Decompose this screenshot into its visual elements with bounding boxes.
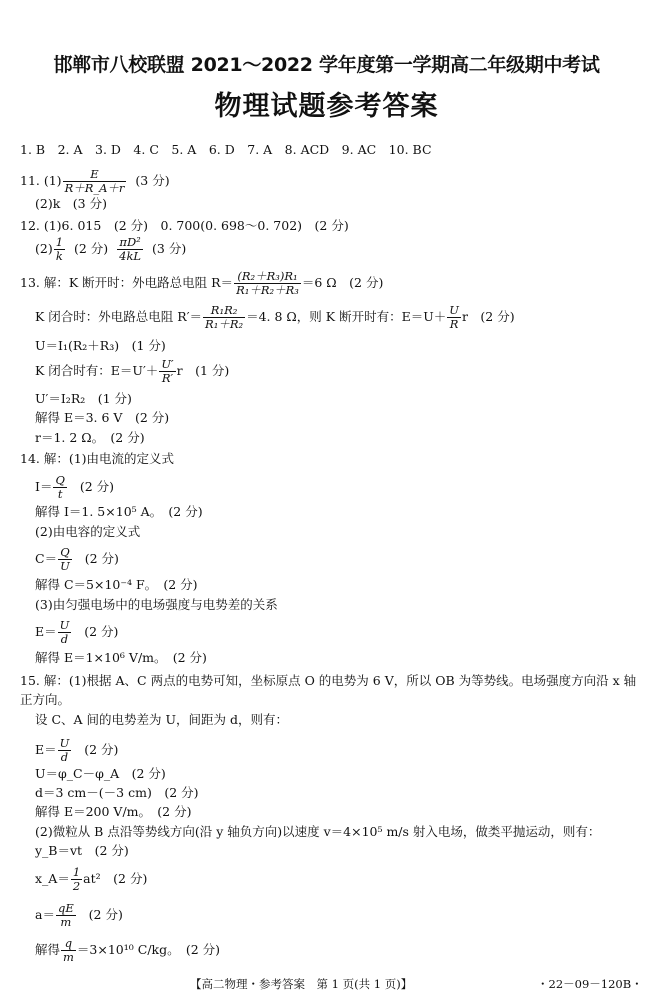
q14-line6: 解得 C＝5×10⁻⁴ F。 (2 分) <box>35 577 198 592</box>
q13-l4-fraction <box>159 358 175 385</box>
q13-l2-num: R₁R₂ <box>203 304 245 318</box>
q13-l2-num2: U <box>449 303 459 317</box>
q11-label: 11. (1) <box>20 173 62 188</box>
q13-l2-fraction2 <box>447 304 461 331</box>
q13-l1-text: 13. 解：K 断开时：外电路总电阻 R＝ <box>20 275 234 290</box>
q12-f1-den: k <box>55 249 63 263</box>
q15-l9-text: x_A＝ <box>35 871 70 886</box>
q13-l2-suffix: r (2 分) <box>461 309 515 324</box>
q12-part1: 12. (1)6. 015 (2 分) 0. 700(0. 698～0. 702) (2 分) <box>20 218 349 233</box>
footer-code: ・22－09－120B・ <box>537 977 643 991</box>
q15-line8: y_B＝vt (2 分) <box>35 843 129 858</box>
q14-line3: 解得 I＝1. 5×10⁵ A。 (2 分) <box>35 504 203 519</box>
q12-f2-num: πD² <box>117 236 143 250</box>
q15-l3-score: (2 分) <box>84 742 119 757</box>
q13-l2-den: R₁＋R₂ <box>205 317 244 331</box>
q14-l2-num: Q <box>55 473 65 487</box>
q11-part2: (2)k (3 分) <box>35 196 107 211</box>
q15-l11-num: q <box>61 937 76 951</box>
q13-l1-fraction <box>234 270 301 297</box>
footer-page-info: 【高二物理・参考答案 第 1 页(共 1 页)】 <box>190 977 413 991</box>
q11-num: E <box>63 168 127 182</box>
q14-l2-fraction <box>53 474 66 501</box>
q14-line1: 14. 解：(1)由电流的定义式 <box>20 451 175 466</box>
q15-l10-fraction <box>56 902 76 929</box>
q15-l11-fraction <box>61 937 76 964</box>
q14-l8-num: U <box>59 618 70 632</box>
q14-line9: 解得 E＝1×10⁶ V/m。 (2 分) <box>35 650 207 665</box>
q13-l4-num: U′ <box>161 357 174 371</box>
q12-f1-num: 1 <box>55 235 64 249</box>
q13-line4 <box>35 358 229 385</box>
q14-l5-num: Q <box>58 546 72 560</box>
q15-line11 <box>35 937 220 964</box>
q15-l10-num: qE <box>57 901 74 915</box>
q13-l4-den: R′ <box>161 371 174 385</box>
q14-l2-score: (2 分) <box>79 479 114 494</box>
q11-score1: (3 分) <box>135 173 170 188</box>
q15-l3-num: U <box>59 736 70 750</box>
q13-l1-den: R₁＋R₂＋R₃ <box>236 283 299 297</box>
q15-l3-text: E＝ <box>35 742 57 757</box>
answer-key-title: 物理试题参考答案 <box>214 91 439 122</box>
q13-l2-den2: R <box>449 317 459 331</box>
q15-line4: U＝φ_C－φ_A (2 分) <box>35 766 166 781</box>
q12-score2: (2 分) <box>74 241 109 256</box>
q13-line5: U′＝I₂R₂ (1 分) <box>35 391 132 406</box>
q14-line2 <box>35 474 114 501</box>
q15-line3 <box>35 737 118 764</box>
q13-l1-result: ＝6 Ω (2 分) <box>301 275 384 290</box>
q13-l2-fraction <box>203 304 245 331</box>
q15-l3-den: d <box>60 750 69 764</box>
q13-line7: r＝1. 2 Ω。 (2 分) <box>35 430 145 445</box>
q15-l11-suffix: ＝3×10¹⁰ C/kg。 (2 分) <box>76 942 221 957</box>
exam-title: 邯郸市八校联盟 2021～2022 学年度第一学期高二年级期中考试 <box>53 54 600 76</box>
q15-l9-fraction <box>71 866 82 893</box>
q15-l10-text: a＝ <box>35 907 55 922</box>
q14-line8 <box>35 619 118 646</box>
q14-line4: (2)由电容的定义式 <box>35 524 141 539</box>
q12-fraction1 <box>54 236 65 263</box>
q13-l2-mid: ＝4. 8 Ω，则 K 断开时有：E＝U＋ <box>246 309 447 324</box>
q15-line2: 设 C、A 间的电势差为 U，间距为 d，则有： <box>35 712 289 727</box>
q12-f2-den: 4kL <box>119 249 142 263</box>
q14-l5-text: C＝ <box>35 551 58 566</box>
q12-label2: (2) <box>35 241 53 256</box>
q14-line5 <box>35 546 119 573</box>
q15-line6: 解得 E＝200 V/m。 (2 分) <box>35 804 192 819</box>
q15-line5: d＝3 cm－(－3 cm) (2 分) <box>35 785 199 800</box>
q12-part2 <box>35 236 186 263</box>
q15-line7: (2)微粒从 B 点沿等势线方向(沿 y 轴负方向)以速度 v＝4×10⁵ m/s 射入电场，做类平抛运动，则有： <box>35 824 601 839</box>
q15-l11-text: 解得 <box>35 942 61 957</box>
q13-l4-text: K 闭合时有：E＝U′＋ <box>35 363 159 378</box>
q14-l2-text: I＝ <box>35 479 53 494</box>
q14-l8-text: E＝ <box>35 624 57 639</box>
q13-line6: 解得 E＝3. 6 V (2 分) <box>35 410 170 425</box>
q12-fraction2 <box>117 236 143 263</box>
q15-l10-score: (2 分) <box>88 907 123 922</box>
q14-l5-fraction <box>58 546 72 573</box>
q15-line10 <box>35 902 123 929</box>
q14-l8-den: d <box>60 632 69 646</box>
q15-line1: 15. 解：(1)根据 A、C 两点的电势可知，坐标原点 O 的电势为 6 V，所以 OB 为等势线。电场强度方向沿 x 轴正方向。 <box>20 673 637 707</box>
q15-line9 <box>35 866 147 893</box>
q13-l2-text: K 闭合时：外电路总电阻 R′＝ <box>35 309 203 324</box>
q13-line1 <box>20 270 383 297</box>
q14-line7: (3)由匀强电场中的电场强度与电势差的关系 <box>35 597 278 612</box>
q11-den: R＋R_A＋r <box>64 181 125 195</box>
q13-line3: U＝I₁(R₂＋R₃) (1 分) <box>35 338 166 353</box>
q11-fraction <box>63 168 127 195</box>
q13-line2 <box>35 304 515 331</box>
q14-l8-fraction <box>58 619 72 646</box>
choice-answers: 1. B 2. A 3. D 4. C 5. A 6. D 7. A 8. ACD 9. AC 10. BC <box>20 142 432 157</box>
q15-l10-den: m <box>60 915 72 929</box>
q14-l5-score: (2 分) <box>84 551 119 566</box>
q15-l9-suffix: at² (2 分) <box>83 871 148 886</box>
q13-l4-suffix: r (1 分) <box>176 363 230 378</box>
q15-l9-num: 1 <box>72 865 81 879</box>
q15-l3-fraction <box>58 737 72 764</box>
q14-l8-score: (2 分) <box>84 624 119 639</box>
q14-l5-den: U <box>60 559 70 573</box>
q13-l1-num: (R₂＋R₃)R₁ <box>234 270 301 284</box>
q12-score3: (3 分) <box>152 241 187 256</box>
q14-l2-den: t <box>57 487 63 501</box>
q15-l9-den: 2 <box>72 879 81 893</box>
q15-l11-den: m <box>63 950 74 964</box>
q11-part1 <box>20 168 170 195</box>
